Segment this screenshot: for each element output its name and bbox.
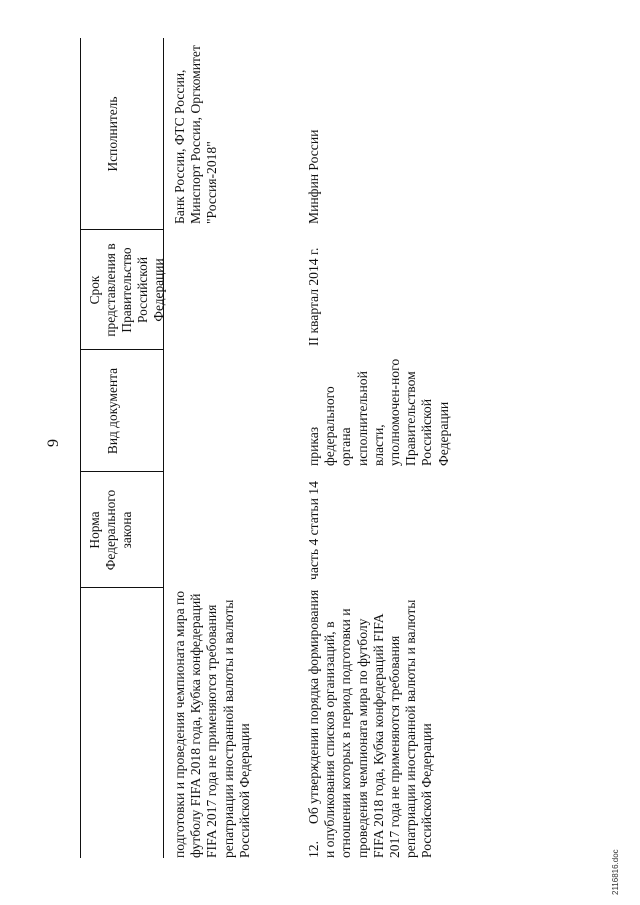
row-subject: подготовки и проведения чемпионата мира по футболу FIFA 2018 года, Кубка конфедераций FIFA 2017 года не применяются требования репатриации иностранной валюты и валюты Российской Федерации — [172, 590, 252, 858]
column-divider — [81, 587, 163, 588]
row-subject: Об утверждении порядка формирования и опубликования списков организаций, в отношении которых в период подготовки и проведения чемпионата мира по футболу FIFA 2018 года, Кубка конфедераций FIFA 2017 года не применяются требования репатриации иностранной валюты и валюты Российской Федерации — [306, 589, 435, 858]
row-norm: часть 4 статьи 14 — [306, 481, 321, 580]
row-executor: Минфин России — [306, 129, 321, 224]
header-doc-type: Вид документа — [105, 367, 120, 455]
row-number: 12. — [306, 841, 321, 858]
header-deadline: Срок представления в Правительство Российской Федерации — [87, 243, 166, 337]
page-number: 9 — [45, 439, 62, 447]
row-executor: Банк России, ФТС России, Минспорт России, Оргкомитет "Россия-2018" — [172, 45, 220, 224]
table — [80, 38, 580, 858]
table-header — [80, 38, 164, 858]
row-doc-type: приказ федерального органа исполнительной власти, уполномочен-ного Правительством Российской Федерации — [306, 358, 451, 466]
column-divider — [81, 349, 163, 350]
column-divider — [81, 229, 163, 230]
header-norm: Норма Федерального закона — [87, 489, 134, 571]
header-executor: Исполнитель — [105, 96, 120, 172]
row-deadline: II квартал 2014 г. — [306, 247, 321, 346]
column-divider — [81, 471, 163, 472]
document-code: 2116816.doc — [611, 849, 620, 895]
